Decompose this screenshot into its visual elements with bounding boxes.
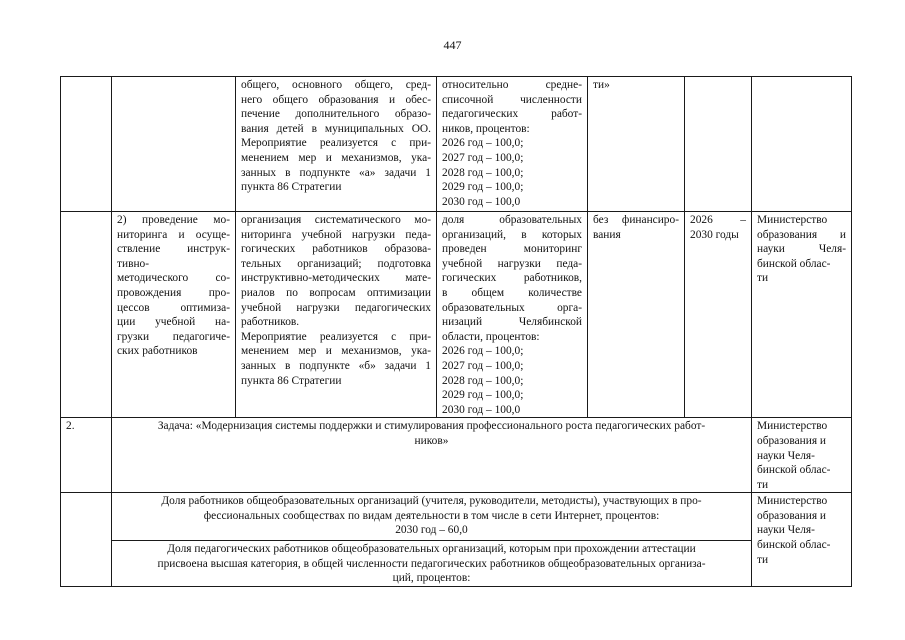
text-line: ти: [757, 478, 769, 491]
text-line: 2030 год – 60,0: [395, 524, 468, 537]
text-line: ти: [757, 553, 769, 566]
text-line: общего, основного общего, сред-: [241, 79, 431, 91]
text-line: образования и: [757, 509, 827, 522]
text-line: ствление инструк-: [117, 243, 230, 256]
financing-cell: [588, 212, 685, 418]
number-cell: [61, 493, 112, 587]
text-line: пункта 86 Стратегии: [241, 181, 342, 194]
text-line: ции учебной на-: [117, 316, 230, 329]
text-line: 2026 –: [690, 214, 746, 226]
text-line: риалов по вопросам оптимизации: [241, 286, 431, 299]
text-line: вания детей в муниципальных ОО.: [241, 122, 431, 135]
text-line: 2028 год – 100,0;: [442, 166, 524, 179]
indicator-cell: [437, 212, 588, 418]
text-line: тивно-: [117, 257, 150, 270]
number-cell: 2.: [61, 418, 112, 493]
term-cell: [685, 77, 752, 212]
text-line: ниторинга учебной нагрузки педа-: [241, 228, 431, 241]
text-line: него общего образования и обес-: [241, 93, 431, 106]
text-line: области, процентов:: [442, 330, 540, 343]
text-line: Задача: «Модернизация системы поддержки и стимулирования профессионального роста педагогических работ-: [157, 420, 706, 433]
text-line: методического со-: [117, 272, 230, 285]
number-cell: [61, 212, 112, 418]
text-line: Доля работников общеобразовательных организаций (учителя, руководители, методисты), участвующих в про-: [161, 495, 702, 508]
table-row: [61, 418, 852, 493]
text-line: провождения про-: [117, 286, 230, 299]
text-line: пункта 86 Стратегии: [241, 374, 342, 387]
executor-cell: [752, 212, 852, 418]
activity-cell: [236, 77, 437, 212]
text-line: ти»: [593, 79, 610, 91]
text-line: цессов оптимиза-: [117, 301, 230, 314]
text-line: бинской облас-: [757, 257, 831, 270]
text-line: занных в подпункте «б» задачи 1: [241, 359, 431, 372]
text-line: Доля педагогических работников общеобразовательных организаций, которым при прохождении аттестации: [167, 543, 696, 556]
executor-cell: [752, 418, 852, 493]
indicator-cell: [112, 493, 752, 541]
text-line: 2027 год – 100,0;: [442, 151, 524, 164]
text-line: бинской облас-: [757, 464, 831, 477]
text-line: ниторинга и осуще-: [117, 228, 230, 241]
text-line: бинской облас-: [757, 539, 831, 552]
text-line: гогических работников образова-: [241, 243, 431, 256]
text-line: 2030 год – 100,0: [442, 195, 521, 208]
text-line: 2026 год – 100,0;: [442, 137, 524, 150]
text-line: науки Челя-: [757, 524, 815, 537]
text-line: образования и: [757, 434, 827, 447]
text-line: 2029 год – 100,0;: [442, 181, 524, 194]
table-row: [61, 541, 852, 587]
event-cell: [112, 77, 236, 212]
text-line: списочной численности: [442, 93, 582, 106]
text-line: образования и: [757, 228, 846, 241]
text-line: ников»: [414, 434, 449, 447]
text-line: относительно средне-: [442, 79, 582, 91]
table-row: [61, 212, 852, 418]
table-row: [61, 493, 852, 541]
text-line: присвоена высшая категория, в общей численности педагогических работников общеобразовательных организа-: [157, 557, 706, 570]
text-line: ников, процентов:: [442, 122, 530, 135]
text-line: занных в подпункте «а» задачи 1: [241, 166, 431, 179]
text-line: педагогических работ-: [442, 108, 582, 121]
text-line: организаций, в которых: [442, 228, 582, 241]
text-line: грузки педагогиче-: [117, 330, 230, 343]
executor-cell: [752, 493, 852, 587]
text-line: Министерство: [757, 420, 828, 433]
text-line: низаций Челябинской: [442, 316, 582, 329]
term-cell: [685, 212, 752, 418]
text-line: ти: [757, 272, 769, 285]
text-line: ций, процентов:: [392, 572, 471, 585]
text-line: 2029 год – 100,0;: [442, 389, 524, 402]
text-line: 2026 год – 100,0;: [442, 345, 524, 358]
text-line: инструктивно-методических мате-: [241, 272, 431, 285]
text-line: организация систематического мо-: [241, 214, 431, 226]
text-line: Мероприятие реализуется с при-: [241, 330, 431, 343]
text-line: 2028 год – 100,0;: [442, 374, 524, 387]
page-number: 447: [443, 38, 462, 52]
text-line: менением мер и механизмов, ука-: [241, 345, 431, 358]
text-line: менением мер и механизмов, ука-: [241, 151, 431, 164]
text-line: 2) проведение мо-: [117, 214, 230, 226]
plan-table: [60, 76, 852, 587]
text-line: 2030 год – 100,0: [442, 403, 521, 416]
text-line: гогических работников,: [442, 272, 582, 285]
text-line: Министерство: [757, 495, 828, 508]
table-row: [61, 77, 852, 212]
indicator-cell: [112, 541, 752, 587]
number-cell: [61, 77, 112, 212]
activity-cell: [236, 212, 437, 418]
financing-cell: [588, 77, 685, 212]
event-cell: [112, 212, 236, 418]
text-line: науки Челя-: [757, 449, 815, 462]
text-line: ских работников: [117, 345, 198, 358]
text-line: 2027 год – 100,0;: [442, 359, 524, 372]
task-cell: [112, 418, 752, 493]
indicator-cell: [437, 77, 588, 212]
text-line: в общем количестве: [442, 286, 582, 299]
text-line: печение дополнительного образо-: [241, 108, 431, 121]
text-line: тельных организаций; подготовка: [241, 257, 431, 270]
text-line: работников.: [241, 316, 300, 329]
text-line: проведен мониторинг: [442, 243, 582, 256]
text-line: вания: [593, 228, 621, 241]
text-line: фессиональных сообществах по видам деятельности в том числе в сети Интернет, процентов:: [203, 509, 660, 522]
text-line: доля образовательных: [442, 214, 582, 226]
text-line: Мероприятие реализуется с при-: [241, 137, 431, 150]
text-line: без финансиро-: [593, 214, 679, 226]
text-line: образовательных орга-: [442, 301, 582, 314]
text-line: Министерство: [757, 214, 828, 226]
text-line: учебной нагрузки педагогических: [241, 301, 431, 314]
text-line: учебной нагрузки педа-: [442, 257, 582, 270]
executor-cell: [752, 77, 852, 212]
text-line: 2030 годы: [690, 228, 739, 241]
text-line: науки Челя-: [757, 243, 846, 256]
